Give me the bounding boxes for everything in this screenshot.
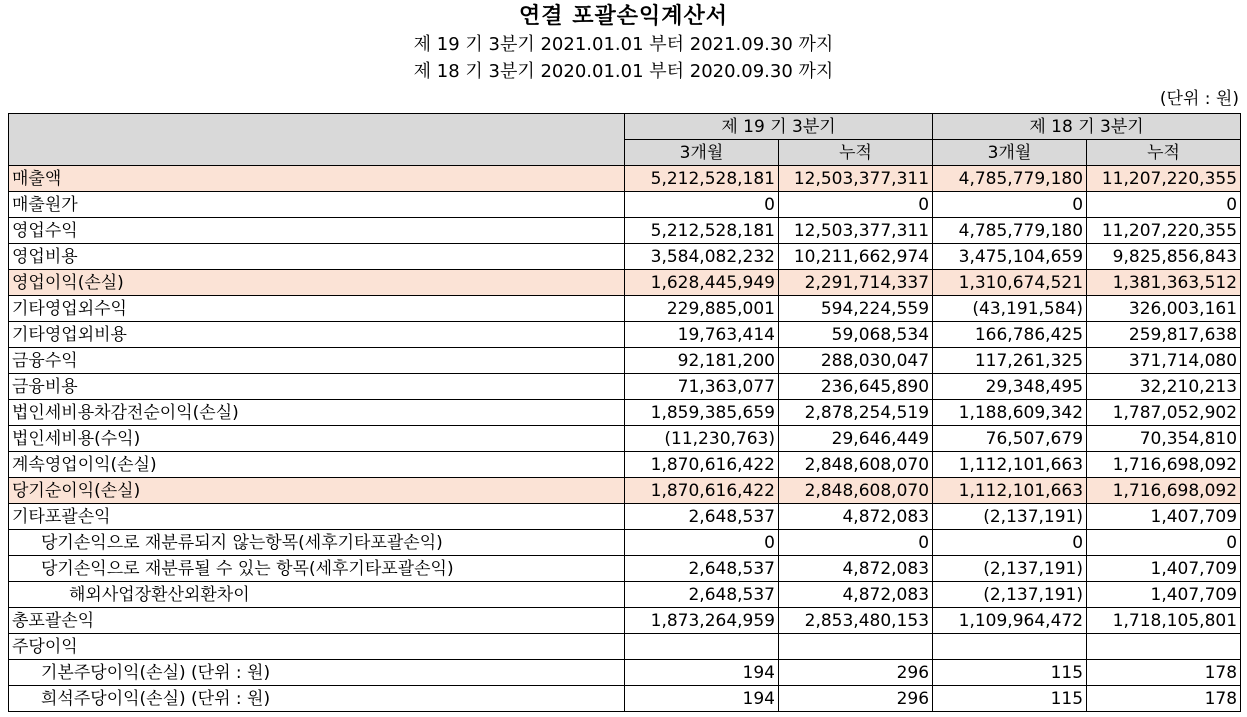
row-label: 총포괄손익 [9, 608, 625, 634]
table-row [9, 244, 1241, 270]
row-label: 매출액 [9, 166, 625, 192]
header-label-cell [9, 114, 625, 166]
row-label: 계속영업이익(손실) [9, 452, 625, 478]
table-row [9, 582, 1241, 608]
row-value: 1,109,964,472 [933, 608, 1087, 634]
row-value: 92,181,200 [625, 348, 779, 374]
row-value: 1,188,609,342 [933, 400, 1087, 426]
table-row [9, 374, 1241, 400]
row-value: 10,211,662,974 [779, 244, 933, 270]
row-label: 영업이익(손실) [9, 270, 625, 296]
row-value: 1,859,385,659 [625, 400, 779, 426]
row-label: 금융비용 [9, 374, 625, 400]
row-value [625, 634, 779, 660]
row-value: 594,224,559 [779, 296, 933, 322]
row-value: 1,407,709 [1087, 556, 1241, 582]
row-label: 법인세비용차감전순이익(손실) [9, 400, 625, 426]
row-label: 주당이익 [9, 634, 625, 660]
row-value: 19,763,414 [625, 322, 779, 348]
row-value: (2,137,191) [933, 556, 1087, 582]
row-value: 59,068,534 [779, 322, 933, 348]
row-value: 2,848,608,070 [779, 478, 933, 504]
table-row [9, 218, 1241, 244]
row-value: 236,645,890 [779, 374, 933, 400]
row-value: 29,646,449 [779, 426, 933, 452]
row-value: (43,191,584) [933, 296, 1087, 322]
row-value: 2,848,608,070 [779, 452, 933, 478]
row-value: 194 [625, 686, 779, 712]
row-value: 4,872,083 [779, 504, 933, 530]
table-row [9, 452, 1241, 478]
row-label: 당기손익으로 재분류되지 않는항목(세후기타포괄손익) [9, 530, 625, 556]
row-value: 0 [779, 192, 933, 218]
row-value: 178 [1087, 660, 1241, 686]
row-value: 1,718,105,801 [1087, 608, 1241, 634]
row-label: 매출원가 [9, 192, 625, 218]
row-label: 기타포괄손익 [9, 504, 625, 530]
row-value: 115 [933, 660, 1087, 686]
row-value: 1,112,101,663 [933, 452, 1087, 478]
row-value: 259,817,638 [1087, 322, 1241, 348]
row-value: 371,714,080 [1087, 348, 1241, 374]
row-value: 229,885,001 [625, 296, 779, 322]
row-value: 3,475,104,659 [933, 244, 1087, 270]
row-value: 0 [933, 192, 1087, 218]
row-value [779, 634, 933, 660]
row-value: 1,787,052,902 [1087, 400, 1241, 426]
header-current-3m: 3개월 [625, 140, 779, 166]
row-label: 법인세비용(수익) [9, 426, 625, 452]
header-row-1 [9, 114, 1241, 140]
table-row [9, 478, 1241, 504]
row-value: (2,137,191) [933, 504, 1087, 530]
row-value: 1,716,698,092 [1087, 452, 1241, 478]
row-value [1087, 634, 1241, 660]
header-current-period: 제 19 기 3분기 [625, 114, 933, 140]
row-label: 희석주당이익(손실) (단위 : 원) [9, 686, 625, 712]
table-row [9, 634, 1241, 660]
table-row [9, 296, 1241, 322]
row-value: 1,628,445,949 [625, 270, 779, 296]
row-value: 2,853,480,153 [779, 608, 933, 634]
row-value: 2,648,537 [625, 504, 779, 530]
row-label: 당기순이익(손실) [9, 478, 625, 504]
row-value: 166,786,425 [933, 322, 1087, 348]
row-value: 12,503,377,311 [779, 218, 933, 244]
row-value: 2,291,714,337 [779, 270, 933, 296]
income-statement-table [8, 113, 1241, 712]
row-value: 4,872,083 [779, 582, 933, 608]
row-value: 76,507,679 [933, 426, 1087, 452]
table-row [9, 686, 1241, 712]
row-value: 9,825,856,843 [1087, 244, 1241, 270]
table-row [9, 400, 1241, 426]
row-value: 1,310,674,521 [933, 270, 1087, 296]
row-value: 1,870,616,422 [625, 478, 779, 504]
row-value: 326,003,161 [1087, 296, 1241, 322]
statement-title: 연결 포괄손익계산서 [519, 4, 728, 29]
current-period: 제 19 기 3분기 2021.01.01 부터 2021.09.30 까지 [413, 34, 834, 55]
prior-period: 제 18 기 3분기 2020.01.01 부터 2020.09.30 까지 [413, 61, 834, 82]
table-row [9, 192, 1241, 218]
table-row [9, 166, 1241, 192]
row-value: 296 [779, 686, 933, 712]
row-value: 12,503,377,311 [779, 166, 933, 192]
row-value: 117,261,325 [933, 348, 1087, 374]
row-value: 115 [933, 686, 1087, 712]
row-value: 3,584,082,232 [625, 244, 779, 270]
row-label: 기타영업외수익 [9, 296, 625, 322]
row-value: 4,872,083 [779, 556, 933, 582]
row-value: 288,030,047 [779, 348, 933, 374]
row-value: 5,212,528,181 [625, 218, 779, 244]
row-value: 0 [779, 530, 933, 556]
table-row [9, 322, 1241, 348]
row-label: 기타영업외비용 [9, 322, 625, 348]
table-row [9, 270, 1241, 296]
unit-label: (단위 : 원) [1159, 89, 1239, 109]
row-label: 영업비용 [9, 244, 625, 270]
row-value: 71,363,077 [625, 374, 779, 400]
row-value: 0 [625, 530, 779, 556]
row-value: 1,407,709 [1087, 582, 1241, 608]
table-row [9, 556, 1241, 582]
table-row [9, 530, 1241, 556]
row-value: 1,407,709 [1087, 504, 1241, 530]
row-value: 194 [625, 660, 779, 686]
row-label: 당기손익으로 재분류될 수 있는 항목(세후기타포괄손익) [9, 556, 625, 582]
row-value: (2,137,191) [933, 582, 1087, 608]
row-value: 70,354,810 [1087, 426, 1241, 452]
row-value: 4,785,779,180 [933, 218, 1087, 244]
header-prior-3m: 3개월 [933, 140, 1087, 166]
row-value: 178 [1087, 686, 1241, 712]
row-value: 2,878,254,519 [779, 400, 933, 426]
row-value: 1,870,616,422 [625, 452, 779, 478]
header-prior-cum: 누적 [1087, 140, 1241, 166]
table-row [9, 348, 1241, 374]
row-value: 2,648,537 [625, 582, 779, 608]
row-value: 29,348,495 [933, 374, 1087, 400]
table-row [9, 504, 1241, 530]
row-label: 기본주당이익(손실) (단위 : 원) [9, 660, 625, 686]
table-row [9, 608, 1241, 634]
row-value: 1,716,698,092 [1087, 478, 1241, 504]
row-label: 영업수익 [9, 218, 625, 244]
row-value: 11,207,220,355 [1087, 218, 1241, 244]
row-value: 0 [933, 530, 1087, 556]
table-row [9, 426, 1241, 452]
row-label: 해외사업장환산외환차이 [9, 582, 625, 608]
row-value: 1,381,363,512 [1087, 270, 1241, 296]
row-value: 5,212,528,181 [625, 166, 779, 192]
row-value: 2,648,537 [625, 556, 779, 582]
row-value: 32,210,213 [1087, 374, 1241, 400]
row-label: 금융수익 [9, 348, 625, 374]
row-value: (11,230,763) [625, 426, 779, 452]
header-current-cum: 누적 [779, 140, 933, 166]
row-value: 1,112,101,663 [933, 478, 1087, 504]
header-prior-period: 제 18 기 3분기 [933, 114, 1241, 140]
row-value: 0 [1087, 530, 1241, 556]
row-value [933, 634, 1087, 660]
row-value: 1,873,264,959 [625, 608, 779, 634]
row-value: 4,785,779,180 [933, 166, 1087, 192]
row-value: 0 [625, 192, 779, 218]
row-value: 11,207,220,355 [1087, 166, 1241, 192]
table-row [9, 660, 1241, 686]
row-value: 0 [1087, 192, 1241, 218]
row-value: 296 [779, 660, 933, 686]
